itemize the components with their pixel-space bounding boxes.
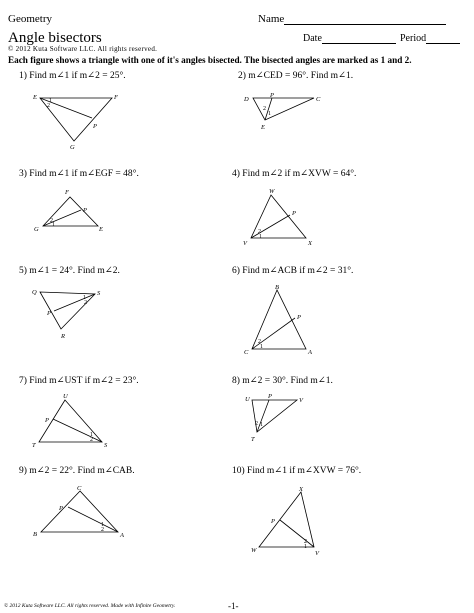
vertex-label: C <box>77 485 82 492</box>
vertex-label: T <box>251 436 255 443</box>
problem-10 <box>232 465 361 476</box>
figure-10 <box>248 483 333 558</box>
problem-text: m∠2 = 22°. Find m∠CAB. <box>29 466 135 476</box>
svg-text:1: 1 <box>101 522 104 528</box>
problem-7 <box>19 375 139 386</box>
svg-text:1: 1 <box>52 222 55 228</box>
vertex-label: S <box>104 442 108 449</box>
problem-8 <box>232 375 333 386</box>
problem-number: 1) <box>19 71 27 81</box>
problem-number: 5) <box>19 266 27 276</box>
vertex-label: P <box>271 518 275 525</box>
problem-text: Find m∠ACB if m∠2 = 31°. <box>242 266 354 276</box>
svg-text:2: 2 <box>255 421 258 427</box>
svg-text:2: 2 <box>258 229 261 235</box>
svg-text:2: 2 <box>47 103 50 109</box>
figure-8 <box>238 392 318 452</box>
svg-text:1: 1 <box>49 98 52 104</box>
vertex-label: B <box>275 284 279 291</box>
svg-text:1: 1 <box>268 111 271 117</box>
vertex-label: R <box>61 333 65 340</box>
figure-6 <box>238 282 328 357</box>
vertex-label: X <box>299 486 303 493</box>
vertex-label: W <box>251 547 257 554</box>
svg-text:1: 1 <box>260 344 263 350</box>
worksheet-title: Angle bisectors <box>8 30 102 46</box>
figure-3 <box>28 185 118 240</box>
vertex-label: E <box>99 226 103 233</box>
vertex-label: G <box>70 144 75 151</box>
vertex-label: P <box>45 417 49 424</box>
svg-text:1: 1 <box>83 295 86 301</box>
vertex-label: A <box>308 349 312 356</box>
vertex-label: V <box>243 240 247 247</box>
vertex-label: C <box>244 349 249 356</box>
problem-number: 3) <box>19 169 27 179</box>
vertex-label: A <box>120 532 124 539</box>
vertex-label: P <box>268 393 272 400</box>
vertex-label: D <box>244 96 249 103</box>
vertex-label: X <box>308 240 312 247</box>
problem-number: 2) <box>238 71 246 81</box>
vertex-label: Q <box>32 289 37 296</box>
page-number: -1- <box>228 601 239 611</box>
period-line <box>426 34 460 44</box>
figure-7 <box>28 392 118 452</box>
figure-2 <box>238 88 338 138</box>
problem-text: Find m∠2 if m∠XVW = 64°. <box>242 169 357 179</box>
date-line <box>322 34 396 44</box>
vertex-label: G <box>34 226 39 233</box>
vertex-label: F <box>65 189 69 196</box>
name-label: Name <box>258 13 285 25</box>
vertex-label: P <box>292 210 296 217</box>
svg-text:2: 2 <box>304 539 307 545</box>
vertex-label: U <box>63 393 68 400</box>
vertex-label: T <box>32 442 36 449</box>
problem-text: m∠1 = 24°. Find m∠2. <box>29 266 120 276</box>
problem-4 <box>232 168 356 179</box>
svg-text:1: 1 <box>304 544 307 550</box>
figure-1 <box>28 88 128 153</box>
problem-text: Find m∠1 if m∠XVW = 76°. <box>247 466 362 476</box>
vertex-label: U <box>245 396 250 403</box>
problem-1 <box>19 70 126 81</box>
problem-6 <box>232 265 353 276</box>
vertex-label: P <box>47 310 51 317</box>
svg-text:1: 1 <box>259 234 262 240</box>
svg-text:1: 1 <box>260 422 263 428</box>
vertex-label: P <box>59 505 63 512</box>
problem-number: 9) <box>19 466 27 476</box>
problem-text: m∠2 = 30°. Find m∠1. <box>242 376 333 386</box>
name-field <box>258 13 446 25</box>
problem-text: m∠CED = 96°. Find m∠1. <box>248 71 354 81</box>
problem-number: 6) <box>232 266 240 276</box>
problem-number: 4) <box>232 169 240 179</box>
vertex-label: V <box>299 397 303 404</box>
problem-text: Find m∠UST if m∠2 = 23°. <box>29 376 139 386</box>
date-field <box>303 33 396 44</box>
problem-number: 8) <box>232 376 240 386</box>
svg-text:2: 2 <box>90 437 93 443</box>
figure-5 <box>28 282 118 347</box>
figure-9 <box>28 483 133 543</box>
vertex-label: E <box>33 94 37 101</box>
date-label: Date <box>303 33 322 44</box>
footer-copyright: © 2012 Kuta Software LLC. All rights reserved. Made with Infinite Geometry. <box>4 603 176 609</box>
svg-text:2: 2 <box>258 339 261 345</box>
name-line <box>284 15 446 25</box>
vertex-label: P <box>83 207 87 214</box>
problem-text: Find m∠1 if m∠2 = 25°. <box>29 71 126 81</box>
copyright-notice: © 2012 Kuta Software LLC. All rights reserved. <box>8 45 158 53</box>
vertex-label: F <box>114 94 118 101</box>
vertex-label: P <box>270 92 274 99</box>
problem-5 <box>19 265 120 276</box>
problem-number: 7) <box>19 376 27 386</box>
vertex-label: W <box>269 188 275 195</box>
svg-text:2: 2 <box>263 106 266 112</box>
svg-text:1: 1 <box>90 432 93 438</box>
problem-number: 10) <box>232 466 245 476</box>
vertex-label: E <box>261 124 265 131</box>
course-name: Geometry <box>8 13 52 25</box>
problem-2 <box>238 70 353 81</box>
period-label: Period <box>400 33 427 44</box>
vertex-label: C <box>316 96 321 103</box>
vertex-label: P <box>93 123 97 130</box>
vertex-label: S <box>97 290 101 297</box>
vertex-label: B <box>33 531 37 538</box>
vertex-label: V <box>315 550 319 557</box>
svg-text:2: 2 <box>101 527 104 533</box>
period-field <box>400 33 460 44</box>
vertex-label: P <box>297 314 301 321</box>
instructions: Each figure shows a triangle with one of it's angles bisected. The bisected angles are marked as 1 and 2. <box>8 55 412 65</box>
problem-text: Find m∠1 if m∠EGF = 48°. <box>29 169 139 179</box>
svg-text:2: 2 <box>50 218 53 224</box>
svg-text:2: 2 <box>84 300 87 306</box>
figure-4 <box>238 185 328 250</box>
problem-9 <box>19 465 135 476</box>
problem-3 <box>19 168 139 179</box>
